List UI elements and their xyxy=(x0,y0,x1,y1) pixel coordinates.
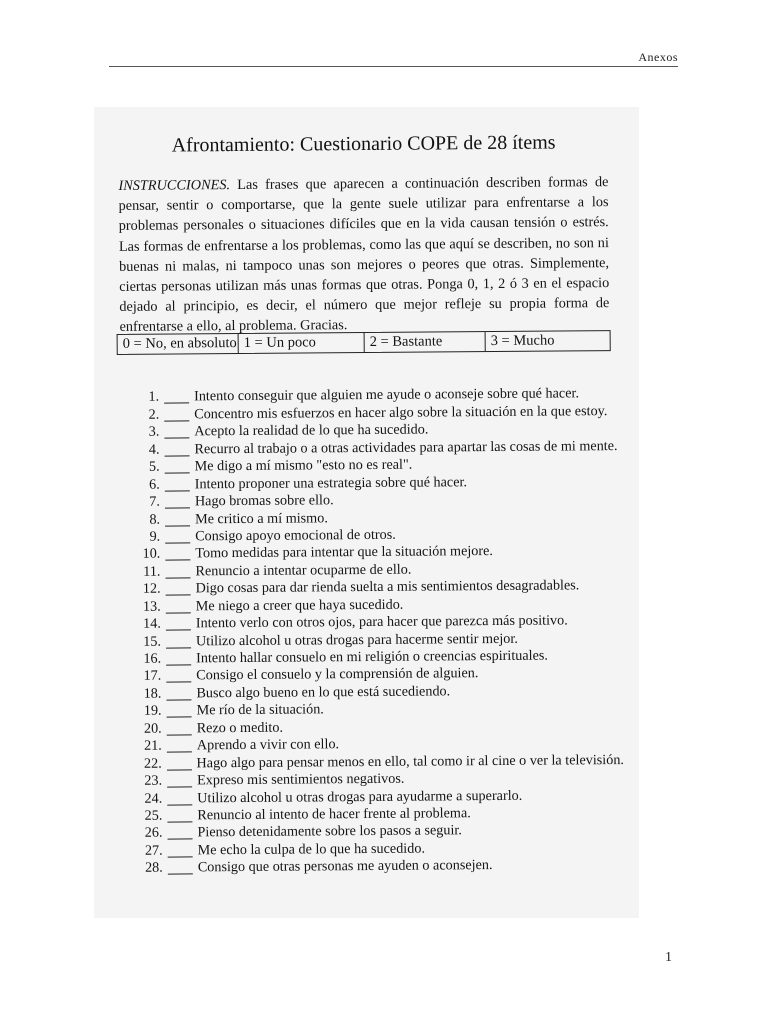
answer-blank xyxy=(167,752,192,753)
item-number: 4. xyxy=(148,441,160,458)
scale-option-3: 3 = Mucho xyxy=(490,332,555,350)
item-text: Consigo el consuelo y la comprensión de alguien. xyxy=(196,665,479,684)
response-scale-table xyxy=(117,330,611,355)
item-text: Consigo apoyo emocional de otros. xyxy=(195,526,396,545)
item-number: 8. xyxy=(149,511,161,528)
answer-blank xyxy=(166,682,191,683)
answer-blank xyxy=(166,630,191,631)
item-text: Hago bromas sobre ello. xyxy=(194,492,334,510)
answer-blank xyxy=(166,577,191,578)
item-text: Utilizo alcohol u otras drogas para hacerme sentir mejor. xyxy=(195,630,518,649)
item-number: 28. xyxy=(144,859,163,876)
answer-blank xyxy=(165,542,190,543)
answer-blank xyxy=(164,403,189,404)
item-text: Utilizo alcohol u otras drogas para ayudarme a superarlo. xyxy=(197,787,523,806)
item-text: Me digo a mí mismo "esto no es real". xyxy=(194,456,413,475)
scanned-questionnaire-image xyxy=(94,107,639,918)
answer-blank xyxy=(166,699,191,700)
answer-blank xyxy=(165,473,190,474)
item-number: 14. xyxy=(143,615,161,632)
scale-option-1: 1 = Un poco xyxy=(239,333,365,353)
item-text: Busco algo bueno en lo que está sucediendo. xyxy=(196,683,451,702)
item-text: Intento hallar consuelo en mi religión o creencias espirituales. xyxy=(196,647,549,667)
item-text: Consigo que otras personas me ayuden o aconsejen. xyxy=(197,857,493,876)
item-number: 2. xyxy=(148,406,160,423)
instructions-text: Las frases que aparecen a continuación describen formas de pensar, sentir o comportarse, que la gente suele utilizar para enfrentarse a los problemas personales o situaciones difíciles que en la vida causan tensión o estrés. Las formas de enfrentarse a los problemas, como las que aquí se describen, no son ni buenas ni malas, ni tampoco unas son mejores o peores que otras. Simplemente, ciertas personas utilizan más unas formas que otras. Ponga 0, 1, 2 ó 3 en el espacio dejado al principio, es decir, el número que mejor refleje su propia forma de enfrentarse a ello, al problema. Gracias. xyxy=(118,174,610,336)
scan-content xyxy=(94,107,639,918)
instructions-label: INSTRUCCIONES. xyxy=(118,177,231,194)
answer-blank xyxy=(167,734,192,735)
item-text: Me río de la situación. xyxy=(196,701,324,719)
item-number: 19. xyxy=(143,702,162,720)
answer-blank xyxy=(168,839,193,840)
header-rule xyxy=(109,66,678,67)
item-number: 9. xyxy=(149,528,161,545)
item-text: Recurro al trabajo o a otras actividades para apartar las cosas de mi mente. xyxy=(194,437,618,458)
item-text: Digo cosas para dar rienda suelta a mis sentimientos desagradables. xyxy=(195,577,580,597)
item-text: Intento proponer una estrategia sobre qué hacer. xyxy=(194,473,468,492)
item-number: 6. xyxy=(149,476,160,493)
item-number: 24. xyxy=(144,790,163,807)
item-number: 7. xyxy=(149,493,160,510)
answer-blank xyxy=(167,717,192,718)
questionnaire-item xyxy=(135,856,625,877)
item-number: 23. xyxy=(144,772,163,789)
item-number: 13. xyxy=(142,598,161,615)
item-text: Pienso detenidamente sobre los pasos a seguir. xyxy=(197,822,462,841)
answer-blank xyxy=(164,438,189,439)
item-text: Renuncio al intento de hacer frente al problema. xyxy=(197,805,471,824)
item-number: 3. xyxy=(148,423,160,441)
answer-blank xyxy=(168,856,193,857)
scale-option-2: 2 = Bastante xyxy=(365,332,486,352)
answer-blank xyxy=(167,769,192,770)
answer-blank xyxy=(168,874,193,875)
page-header: Anexos xyxy=(638,50,678,64)
answer-blank xyxy=(167,786,192,787)
item-text: Rezo o medito. xyxy=(196,719,284,737)
item-text: Hago algo para pensar menos en ello, tal como ir al cine o ver la televisión. xyxy=(196,751,625,771)
item-number: 20. xyxy=(143,720,162,737)
answer-blank xyxy=(166,664,191,665)
answer-blank xyxy=(165,490,190,491)
item-text: Concentro mis esfuerzos en hacer algo sobre la situación en la que estoy. xyxy=(194,402,608,423)
item-text: Expreso mis sentimientos negativos. xyxy=(197,770,405,789)
item-number: 21. xyxy=(144,737,162,754)
page-number: 1 xyxy=(665,950,672,965)
questionnaire-title: Afrontamiento: Cuestionario COPE de 28 ítems xyxy=(171,131,556,157)
item-text: Acepto la realidad de lo que ha sucedido. xyxy=(194,421,429,440)
item-number: 16. xyxy=(143,650,162,667)
answer-blank xyxy=(166,647,191,648)
answer-blank xyxy=(165,525,190,526)
answer-blank xyxy=(165,455,190,456)
answer-blank xyxy=(166,595,191,596)
questionnaire-items xyxy=(131,385,625,877)
item-number: 18. xyxy=(143,685,162,702)
answer-blank xyxy=(166,612,191,613)
item-text: Tomo medidas para intentar que la situación mejore. xyxy=(195,543,494,562)
item-text: Me critico a mí mismo. xyxy=(194,509,328,527)
instructions-paragraph xyxy=(118,172,609,337)
item-number: 5. xyxy=(148,458,160,475)
item-text: Renuncio a intentar ocuparme de ello. xyxy=(195,561,412,580)
item-number: 17. xyxy=(143,668,162,685)
item-text: Me niego a creer que haya sucedido. xyxy=(195,596,404,615)
item-number: 15. xyxy=(143,633,162,650)
answer-blank xyxy=(167,821,192,822)
answer-blank xyxy=(165,560,190,561)
answer-blank xyxy=(164,420,189,421)
item-text: Intento verlo con otros ojos, para hacer que parezca más positivo. xyxy=(195,612,568,632)
item-number: 26. xyxy=(144,824,163,842)
item-number: 10. xyxy=(142,545,161,563)
item-text: Aprendo a vivir con ello. xyxy=(196,736,340,754)
item-text: Intento conseguir que alguien me ayude o aconseje sobre qué hacer. xyxy=(194,385,580,405)
scale-option-0: 0 = No, en absoluto xyxy=(118,334,239,354)
answer-blank xyxy=(165,507,190,508)
item-number: 1. xyxy=(148,389,160,406)
item-number: 12. xyxy=(142,580,161,598)
answer-blank xyxy=(167,804,192,805)
item-number: 22. xyxy=(143,755,162,772)
item-number: 27. xyxy=(144,842,163,859)
item-number: 11. xyxy=(143,563,161,580)
item-text: Me echo la culpa de lo que ha sucedido. xyxy=(197,840,426,859)
item-number: 25. xyxy=(144,807,163,824)
